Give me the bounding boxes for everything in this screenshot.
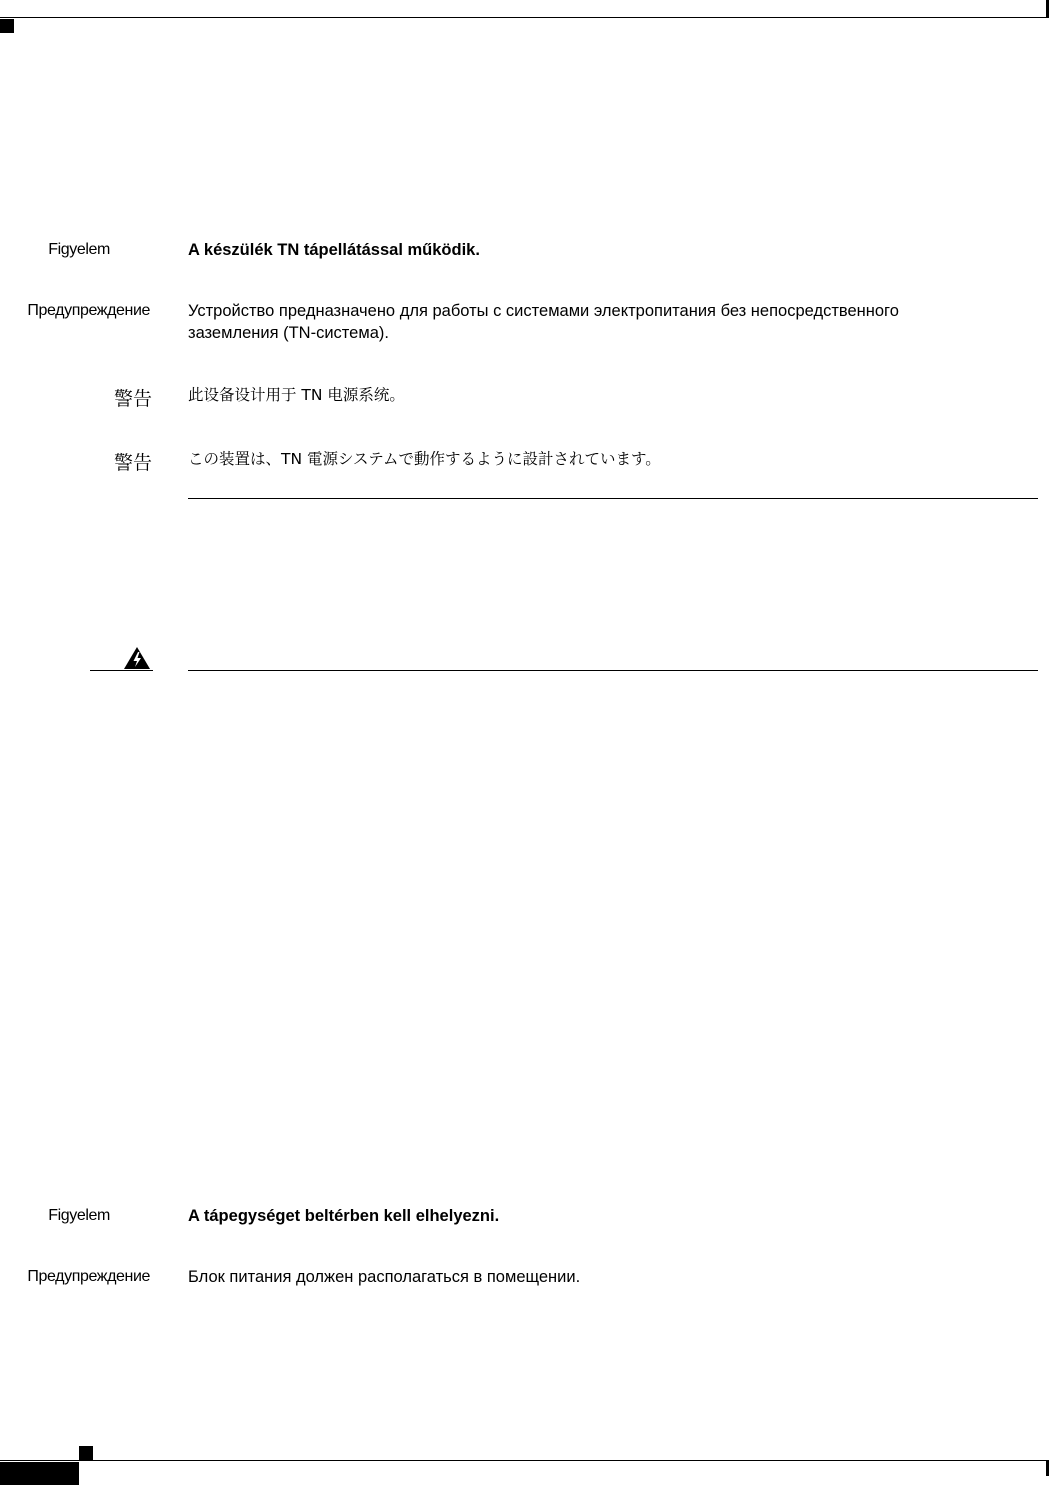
warning-label-hungarian-2: Figyelem (48, 1207, 110, 1224)
page-number-tab (0, 1462, 79, 1485)
warning-label-russian-2: Предупреждение (27, 1268, 150, 1285)
top-right-crop-mark (1046, 0, 1049, 18)
warning-label-hungarian: Figyelem (48, 241, 110, 258)
top-left-crop-block (0, 19, 14, 33)
top-crop-rule (0, 17, 1047, 18)
bottom-right-crop-mark (1046, 1460, 1049, 1476)
warning-label-japanese: 警告 (113, 453, 152, 474)
warning-label-chinese: 警告 (113, 389, 152, 410)
section-divider (188, 498, 1038, 499)
warning-text-russian-2: Блок питания должен располагаться в помещении. (188, 1268, 581, 1286)
warning-text-russian-line1: Устройство предназначено для работы с системами электропитания без непосредственного (188, 302, 899, 320)
bottom-crop-rule (0, 1460, 1047, 1461)
warning-text-hungarian: A készülék TN tápellátással működik. (188, 241, 480, 259)
warning-icon-underline (90, 670, 153, 671)
bottom-crop-block (79, 1446, 93, 1460)
warning-label-russian: Предупреждение (27, 302, 150, 319)
warning-text-japanese: この装置は、TN 電源システムで動作するように設計されています。 (188, 450, 661, 468)
warning-header-rule (188, 670, 1038, 671)
warning-text-chinese: 此设备设计用于 TN 电源系统。 (188, 386, 405, 404)
warning-text-russian-line2: заземления (TN-система). (188, 324, 389, 342)
electrical-hazard-warning-icon (121, 646, 153, 670)
warning-text-hungarian-2: A tápegységet beltérben kell elhelyezni. (188, 1207, 500, 1225)
